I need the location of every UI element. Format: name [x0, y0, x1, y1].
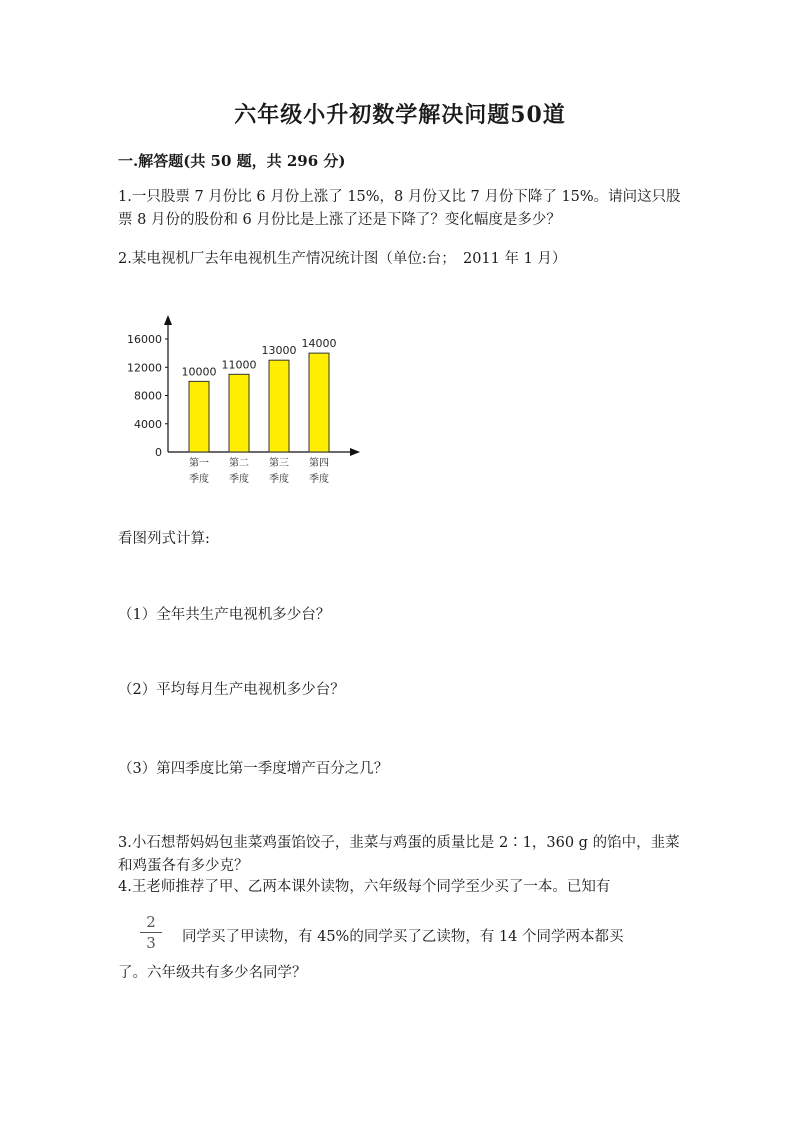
data-label: 14000	[301, 337, 337, 351]
bar	[309, 353, 329, 452]
category-label: 季度	[189, 474, 209, 485]
production-bar-chart	[118, 310, 378, 500]
fraction-numerator: 2	[146, 913, 156, 931]
category-label: 第二	[229, 458, 249, 469]
category-label: 第四	[309, 458, 329, 469]
data-label: 13000	[261, 344, 297, 358]
category-label: 季度	[309, 474, 329, 485]
fraction-two-thirds	[140, 913, 162, 952]
question-2: 2.某电视机厂去年电视机生产情况统计图（单位:台； 2011 年 1 月）	[118, 251, 567, 267]
fraction-bar	[140, 932, 162, 933]
y-tick-label: 12000	[127, 361, 162, 375]
bar	[229, 374, 249, 452]
sub-question-1: （1）全年共生产电视机多少台？	[118, 607, 331, 623]
category-label: 第三	[269, 458, 289, 469]
data-label: 11000	[221, 358, 257, 372]
question-4-line-3: 了。六年级共有多少名同学？	[118, 965, 307, 981]
bar	[189, 381, 209, 452]
bar	[269, 360, 289, 452]
question-3: 3.小石想帮妈妈包韭菜鸡蛋馅饺子，韭菜与鸡蛋的质量比是 2∶1，360 g 的馅中，韭菜和鸡蛋各有多少克？	[118, 835, 680, 874]
category-label: 季度	[269, 474, 289, 485]
category-label: 第一	[189, 458, 209, 469]
data-label: 10000	[181, 365, 217, 379]
y-tick-label: 8000	[134, 389, 162, 403]
x-axis-arrow	[350, 448, 360, 456]
page-title: 六年级小升初数学解决问题50道	[234, 102, 566, 128]
question-4-line-2: 同学买了甲读物，有 45%的同学买了乙读物，有 14 个同学两本都买	[182, 929, 624, 945]
y-axis-arrow	[164, 315, 172, 325]
question-4-line-1: 4.王老师推荐了甲、乙两本课外读物，六年级每个同学至少买了一本。已知有	[118, 879, 611, 895]
sub-question-3: （3）第四季度比第一季度增产百分之几？	[118, 761, 389, 777]
y-tick-label: 0	[155, 446, 162, 459]
fraction-denominator: 3	[146, 934, 156, 952]
y-tick-label: 16000	[127, 333, 162, 346]
category-label: 季度	[229, 474, 249, 485]
section-heading: 一.解答题(共 50 题，共 296 分)	[118, 152, 346, 170]
sub-question-2: （2）平均每月生产电视机多少台？	[118, 682, 345, 698]
y-tick-label: 4000	[134, 417, 162, 431]
calc-prompt: 看图列式计算:	[118, 531, 210, 547]
question-1: 1.一只股票 7 月份比 6 月份上涨了 15%，8 月份又比 7 月份下降了 15%。请问这只股票 8 月份的股份和 6 月份比是上涨了还是下降了？变化幅度是多少？	[118, 189, 681, 228]
